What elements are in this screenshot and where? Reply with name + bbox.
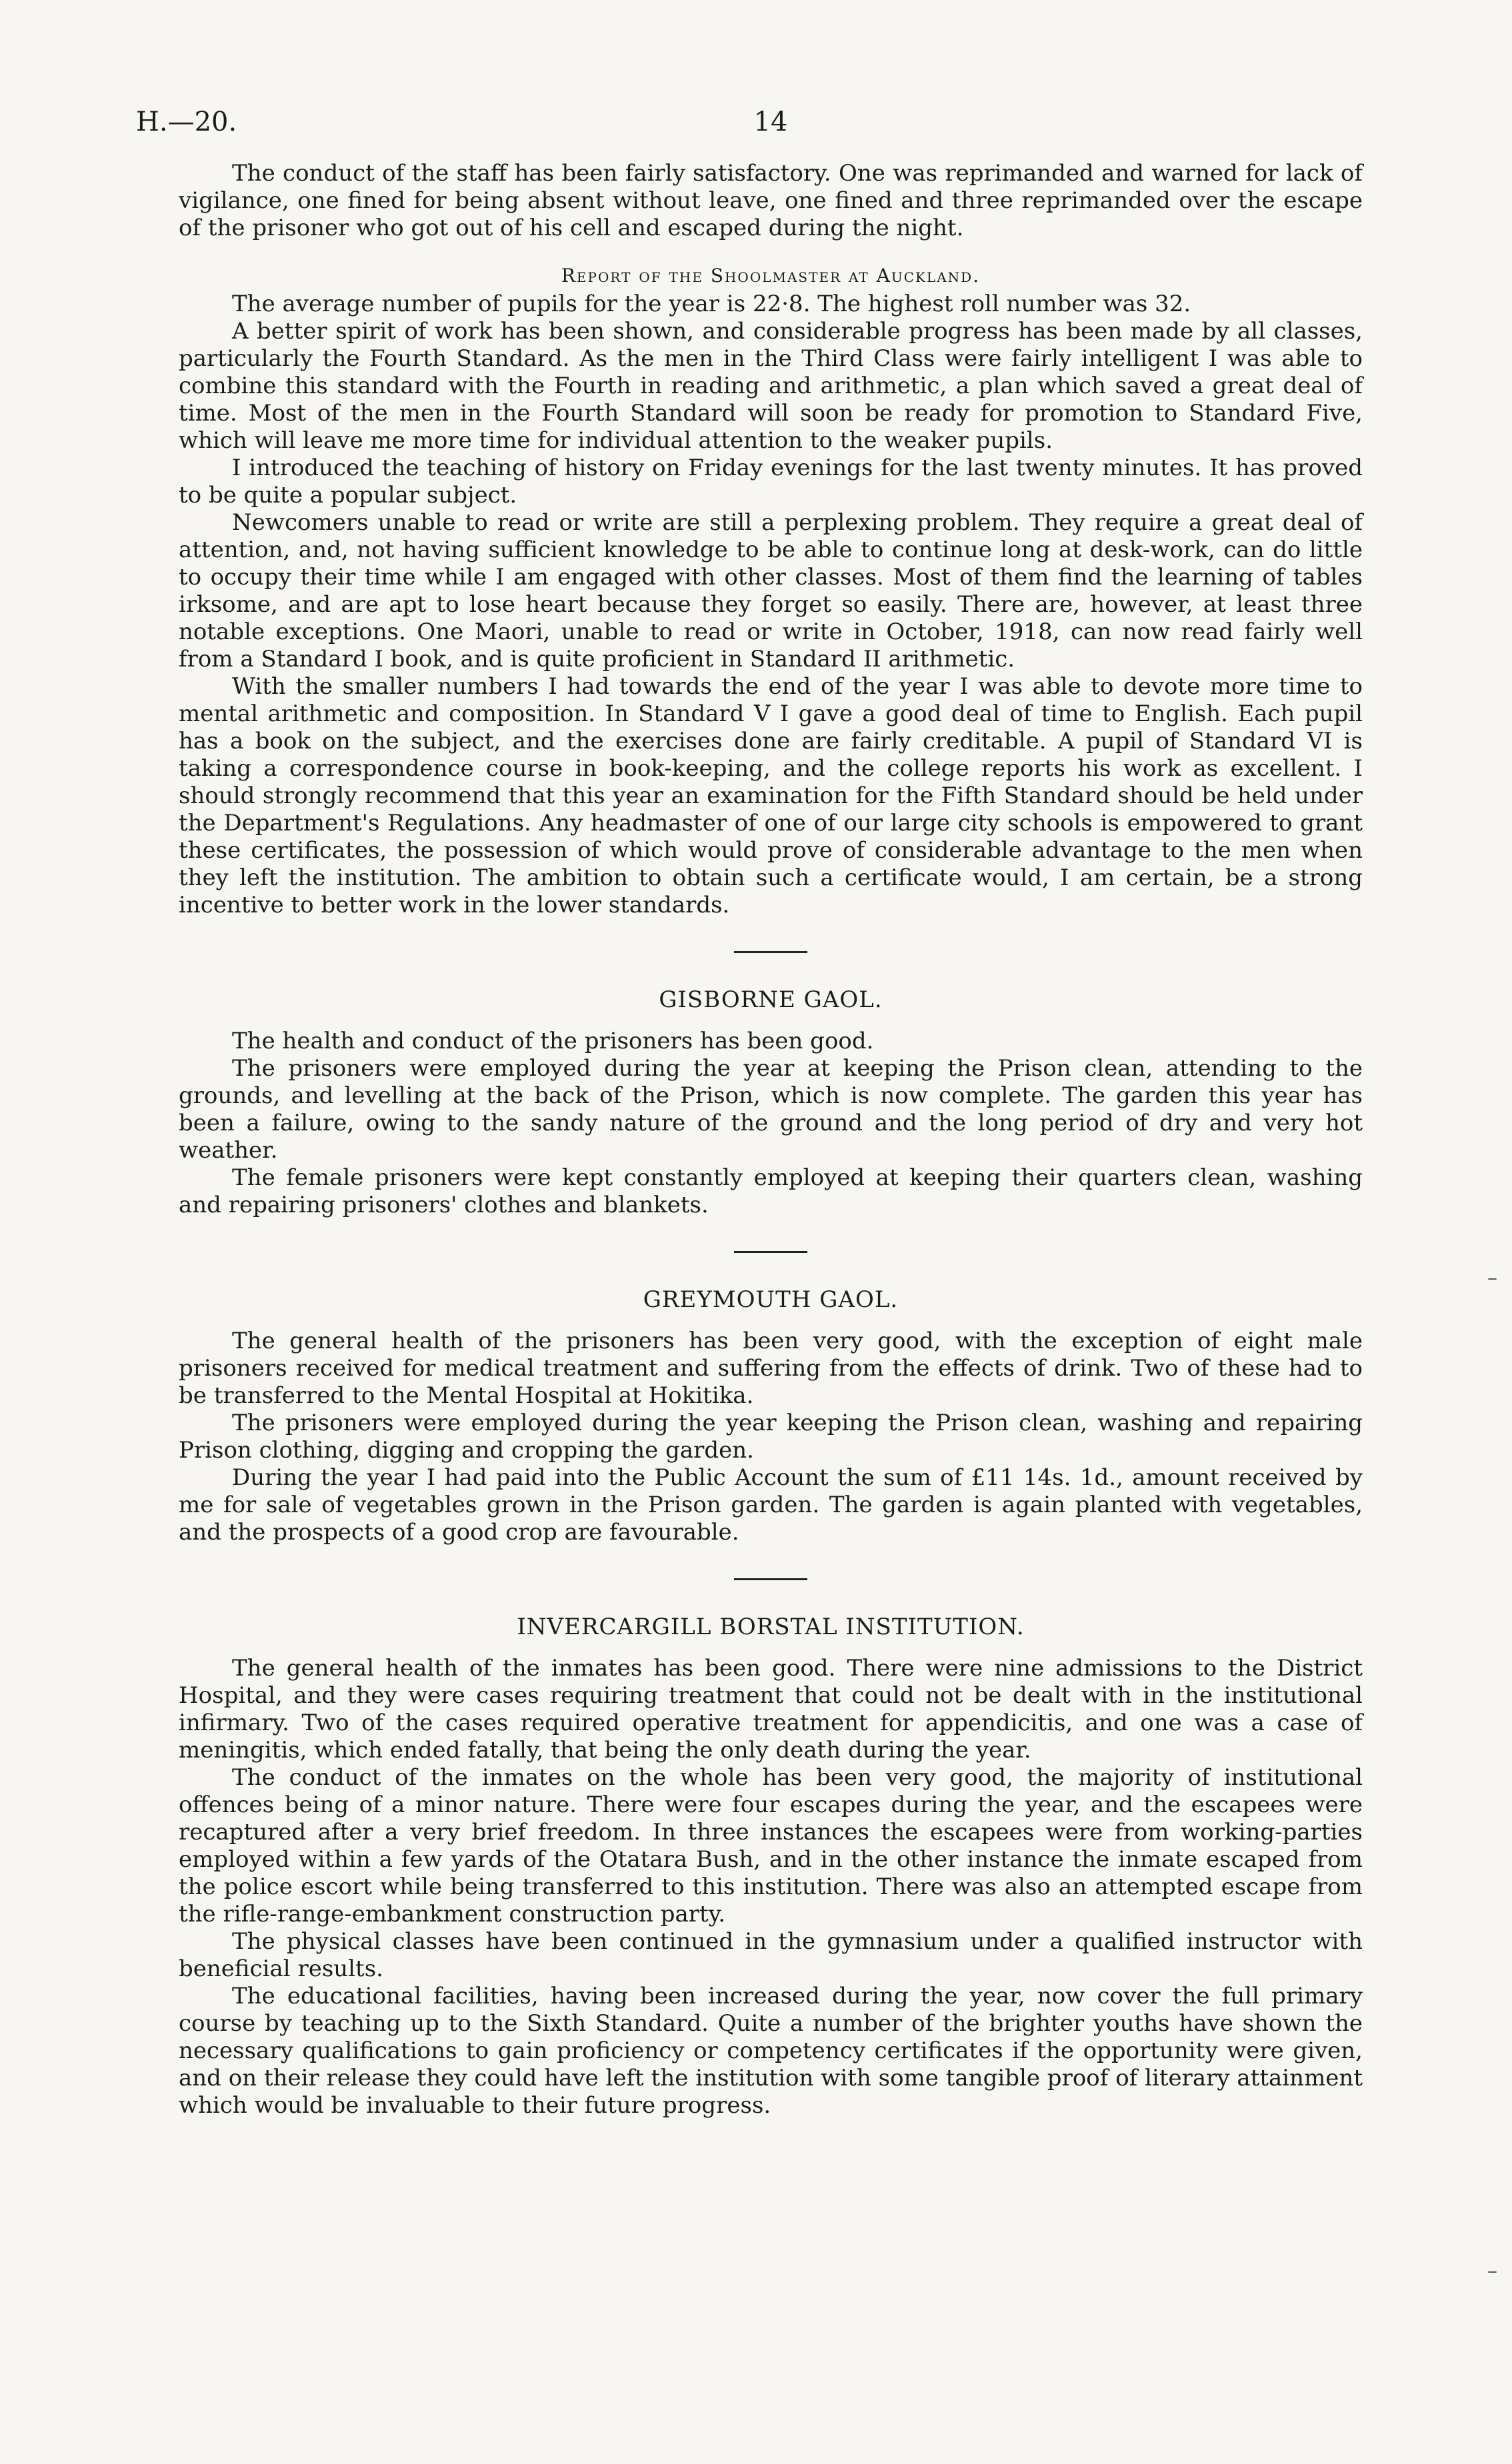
paragraph: The female prisoners were kept constantly employed at keeping their quarters clean, washing and repairing prisoners' clothes and blankets. xyxy=(179,1164,1363,1218)
page-reference: H.—20. xyxy=(136,107,237,137)
section-gisborne-gaol xyxy=(179,986,1363,1219)
section-title: GREYMOUTH GAOL. xyxy=(643,1286,899,1313)
section-divider xyxy=(734,1578,807,1580)
section-title: INVERCARGILL BORSTAL INSTITUTION. xyxy=(517,1614,1025,1640)
paragraph: Newcomers unable to read or write are still a perplexing problem. They require a great deal of attention, and, not having sufficient knowledge to be able to continue long at desk-work, can do little to occupy their time while I am engaged with other classes. Most of them find the learning of tables irksome, and are apt to lose heart because they forget so easily. There are, however, at least three notable exceptions. One Maori, unable to read or write in October, 1918, can now read fairly well from a Standard I book, and is quite proficient in Standard II arithmetic. xyxy=(179,509,1363,672)
paragraph: The prisoners were employed during the year keeping the Prison clean, washing and repairing Prison clothing, digging and cropping the garden. xyxy=(179,1410,1363,1464)
section-subheading: Report of the Shoolmaster at Auckland. xyxy=(561,265,981,287)
section-title: GISBORNE GAOL. xyxy=(659,986,883,1013)
page-number: 14 xyxy=(753,107,788,137)
section-greymouth-gaol xyxy=(179,1286,1363,1546)
paragraph: The health and conduct of the prisoners has been good. xyxy=(232,1028,874,1054)
paragraph: The conduct of the staff has been fairly satisfactory. One was reprimanded and warned for lack of vigilance, one fined for being absent without leave, one fined and three reprimanded over the escape of the prisoner who got out of his cell and escaped during the night. xyxy=(179,160,1363,241)
paragraph: The physical classes have been continued in the gymnasium under a qualified instructor with beneficial results. xyxy=(179,1928,1363,1982)
section-staff xyxy=(179,160,1363,242)
paragraph: The prisoners were employed during the year at keeping the Prison clean, attending to the grounds, and levelling at the back of the Prison, which is now complete. The garden this year has been a failure, owing to the sandy nature of the ground and the long period of dry and very hot weather. xyxy=(179,1055,1363,1164)
paragraph: During the year I had paid into the Public Account the sum of £11 14s. 1d., amount received by me for sale of vegetables grown in the Prison garden. The garden is again planted with vegetables, and the prospects of a good crop are favourable. xyxy=(179,1464,1363,1546)
paragraph: A better spirit of work has been shown, and considerable progress has been made by all classes, particularly the Fourth Standard. As the men in the Third Class were fairly intelligent I was able to combine this standard with the Fourth in reading and arithmetic, a plan which saved a great deal of time. Most of the men in the Fourth Standard will soon be ready for promotion to Standard Five, which will leave me more time for individual attention to the weaker pupils. xyxy=(179,318,1363,454)
paragraph: The educational facilities, having been increased during the year, now cover the full primary course by teaching up to the Sixth Standard. Quite a number of the brighter youths have shown the necessary qualifications to gain proficiency or competency certificates if the opportunity were given, and on their release they could have left the institution with some tangible proof of literary attainment which would be invaluable to their future progress. xyxy=(179,1983,1363,2119)
running-head xyxy=(136,100,1363,160)
paragraph: The general health of the prisoners has been very good, with the exception of eight male prisoners received for medical treatment and suffering from the effects of drink. Two of these had to be transferred to the Mental Hospital at Hokitika. xyxy=(179,1328,1363,1409)
section-divider xyxy=(734,951,807,953)
section-invercargill-borstal xyxy=(179,1614,1363,2119)
section-auckland-report xyxy=(179,265,1363,919)
margin-scan-mark: – xyxy=(1487,2259,1497,2283)
margin-scan-mark: – xyxy=(1487,1266,1497,1290)
paragraph: With the smaller numbers I had towards the end of the year I was able to devote more time to mental arithmetic and composition. In Standard V I gave a good deal of time to English. Each pupil has a book on the subject, and the exercises done are fairly creditable. A pupil of Standard VI is taking a correspondence course in book-keeping, and the college reports his work as excellent. I should strongly recommend that this year an examination for the Fifth Standard should be held under the Department's Regulations. Any headmaster of one of our large city schools is empowered to grant these certificates, the possession of which would prove of considerable advantage to the men when they left the institution. The ambition to obtain such a certificate would, I am certain, be a strong incentive to better work in the lower standards. xyxy=(179,673,1363,918)
section-divider xyxy=(734,1251,807,1253)
paragraph: The conduct of the inmates on the whole has been very good, the majority of institutional offences being of a minor nature. There were four escapes during the year, and the escapees were recaptured after a very brief freedom. In three instances the escapees were from working-parties employed within a few yards of the Otatara Bush, and in the other instance the inmate escaped from the police escort while being transferred to this institution. There was also an attempted escape from the rifle-range-embankment construction party. xyxy=(179,1764,1363,1927)
paragraph: The average number of pupils for the year is 22·8. The highest roll number was 32. xyxy=(232,291,1191,317)
paragraph: The general health of the inmates has been good. There were nine admissions to the District Hospital, and they were cases requiring treatment that could not be dealt with in the institutional infirmary. Two of the cases required operative treatment for appendicitis, and one was a case of meningitis, which ended fatally, that being the only death during the year. xyxy=(179,1655,1363,1764)
paragraph: I introduced the teaching of history on Friday evenings for the last twenty minutes. It has proved to be quite a popular subject. xyxy=(179,455,1363,509)
document-page xyxy=(136,100,1363,2119)
